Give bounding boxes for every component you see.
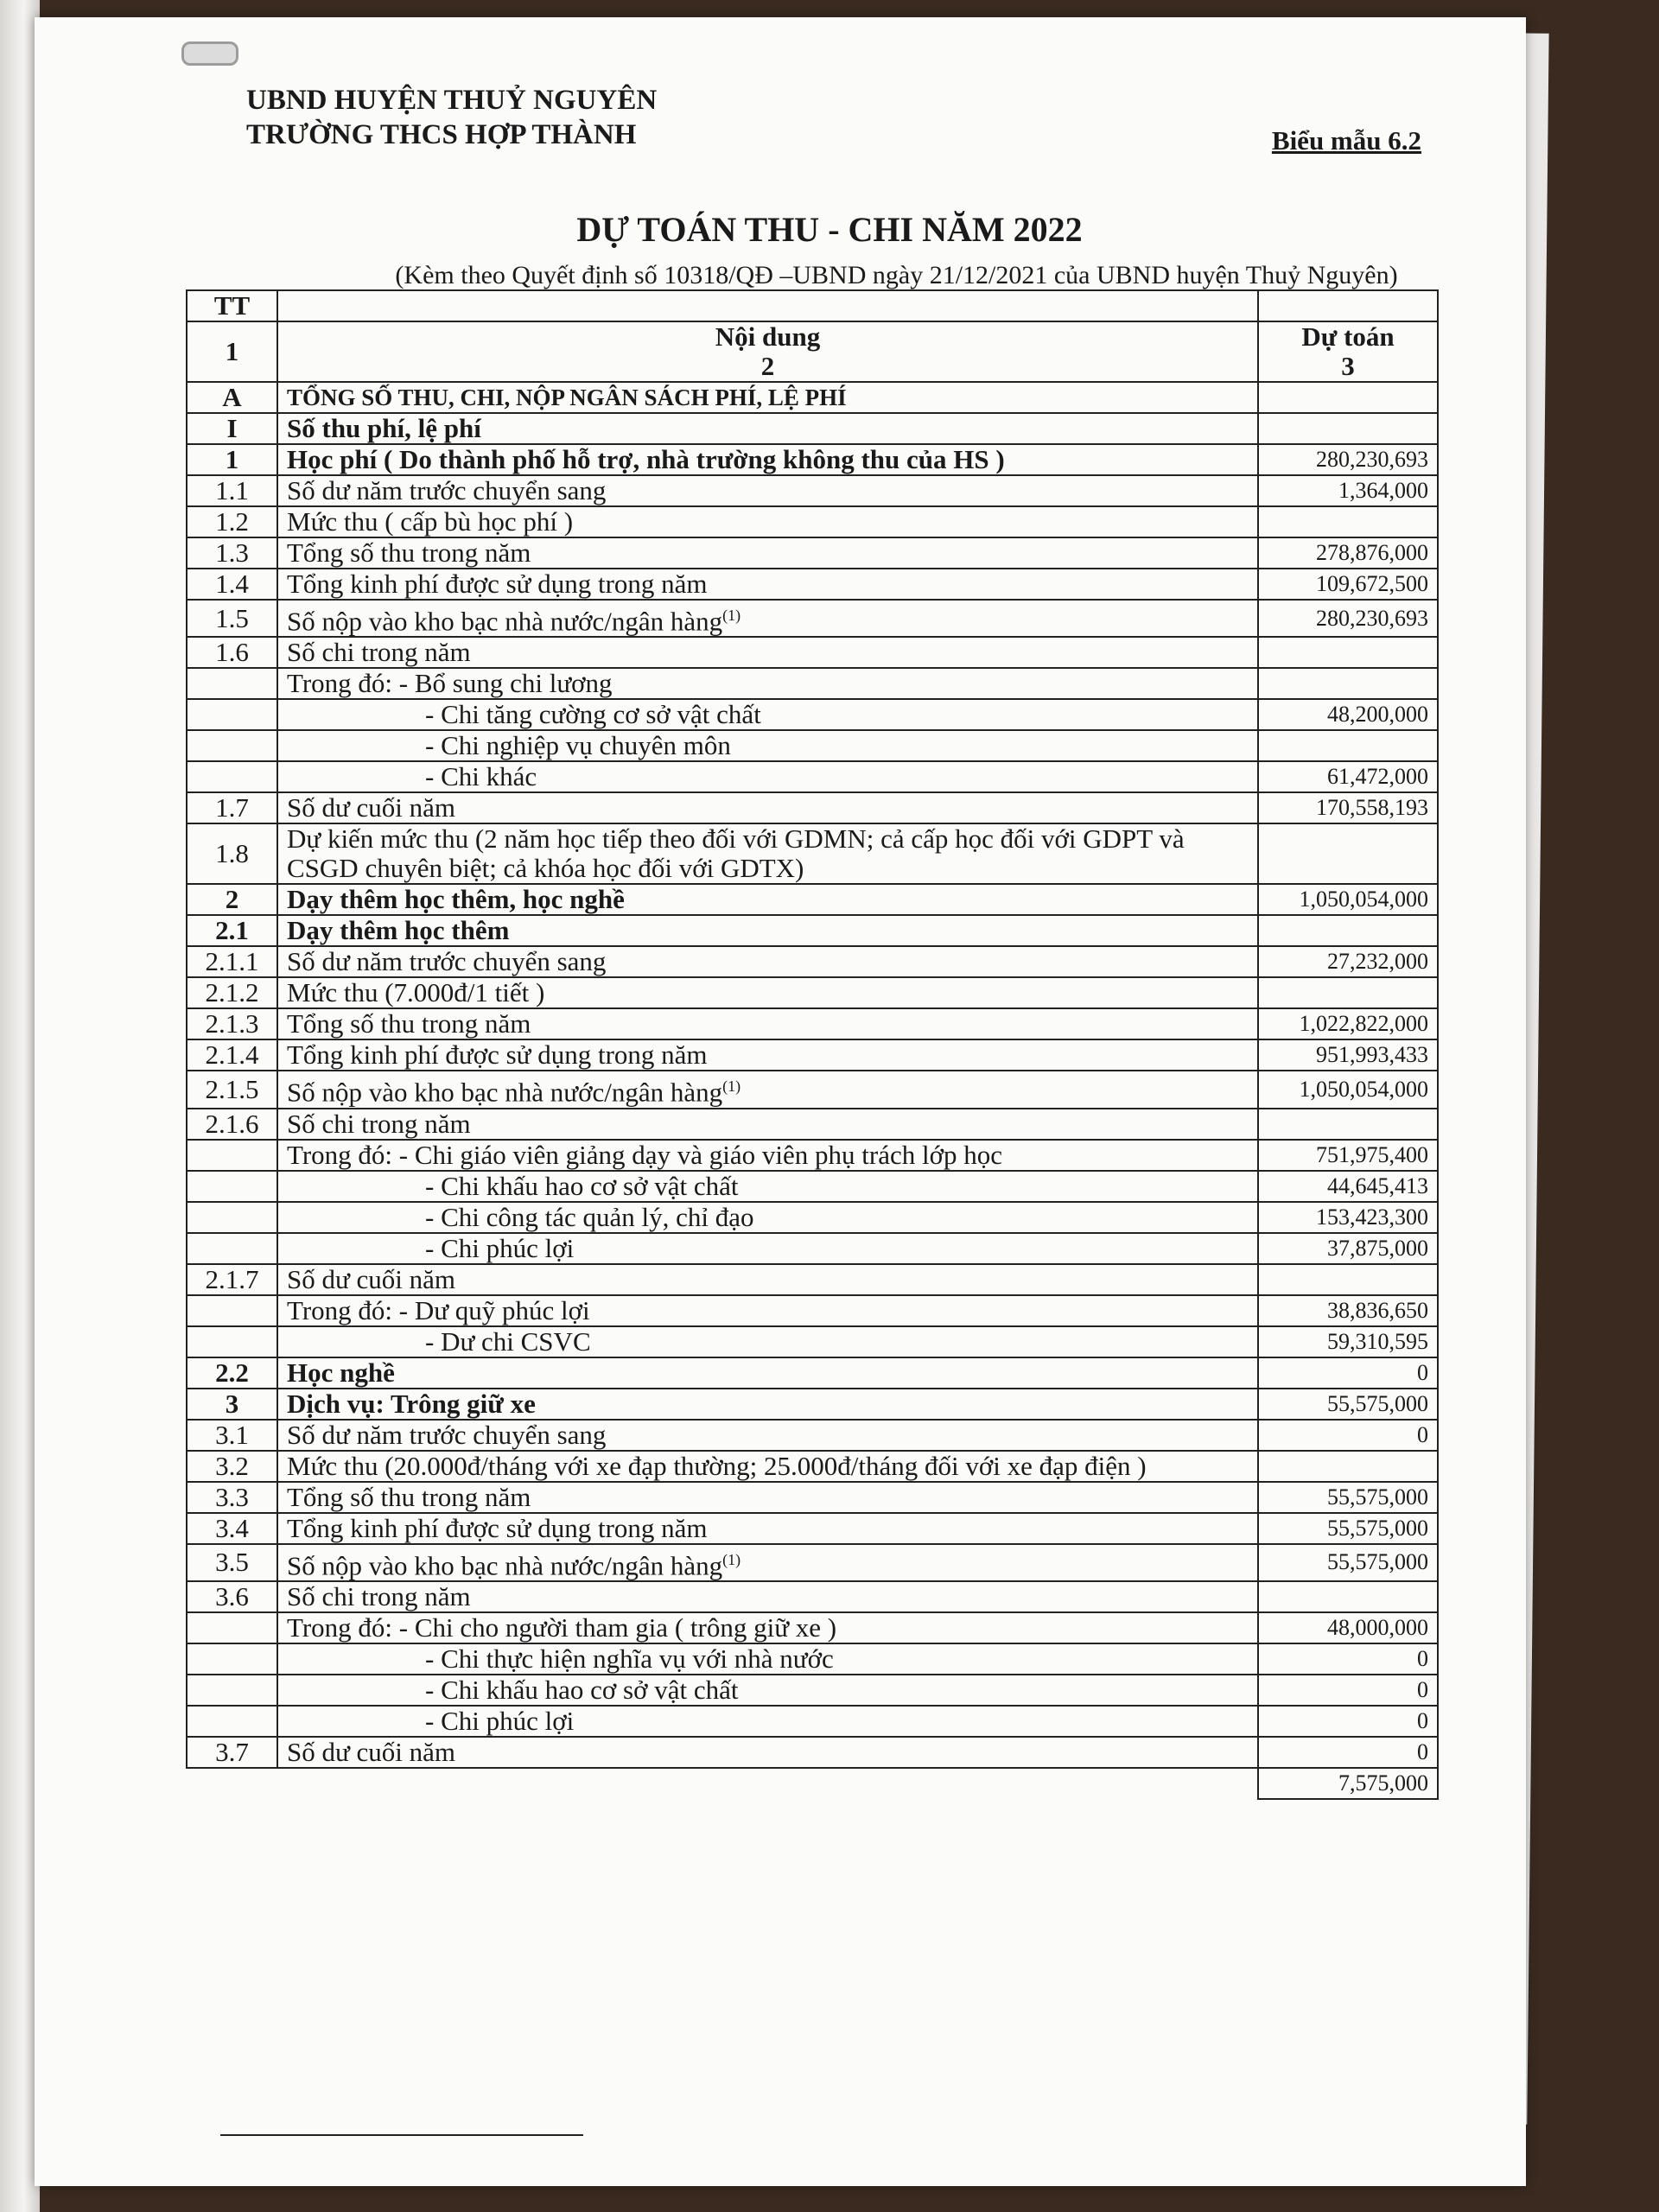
header-tt-number: 1: [187, 321, 277, 382]
row-content-text: Dịch vụ: Trông giữ xe: [287, 1388, 536, 1419]
row-estimate: [1258, 1451, 1438, 1482]
row-estimate: 55,575,000: [1258, 1513, 1438, 1544]
row-content-text: Số nộp vào kho bạc nhà nước/ngân hàng: [287, 1077, 723, 1108]
row-number: 2.1.1: [187, 946, 277, 977]
row-estimate: 61,472,000: [1258, 761, 1438, 792]
row-estimate: 55,575,000: [1258, 1544, 1438, 1581]
row-estimate: 48,200,000: [1258, 699, 1438, 730]
table-row: [187, 1581, 1438, 1612]
row-estimate: 44,645,413: [1258, 1171, 1438, 1202]
empty-cell: [187, 1768, 277, 1799]
row-content: [277, 668, 1258, 699]
row-number: 1.1: [187, 475, 277, 506]
table-row: [187, 1233, 1438, 1264]
row-content-text: - Chi phúc lợi: [425, 1232, 575, 1263]
row-content-text: - Chi phúc lợi: [425, 1705, 575, 1736]
row-estimate: [1258, 977, 1438, 1008]
row-estimate: 1,364,000: [1258, 475, 1438, 506]
row-content-text: Trong đó: - Dư quỹ phúc lợi: [287, 1294, 590, 1325]
budget-table: [186, 289, 1439, 1800]
table-row: [187, 475, 1438, 506]
footnote-marker: (1): [722, 1077, 741, 1096]
row-content: [277, 537, 1258, 569]
row-number: 2.1.7: [187, 1264, 277, 1295]
row-estimate: 0: [1258, 1675, 1438, 1706]
row-estimate: 1,050,054,000: [1258, 884, 1438, 915]
row-content: [277, 1202, 1258, 1233]
row-estimate: 27,232,000: [1258, 946, 1438, 977]
row-number: [187, 1326, 277, 1357]
row-content-text: - Chi tăng cường cơ sở vật chất: [425, 699, 761, 730]
table-row: [187, 1612, 1438, 1643]
row-estimate: 751,975,400: [1258, 1140, 1438, 1171]
row-number: 3: [187, 1389, 277, 1420]
footnote-divider: [220, 2134, 583, 2136]
row-number: 1.5: [187, 600, 277, 637]
row-number: 1: [187, 444, 277, 475]
row-number: [187, 1140, 277, 1171]
row-number: 3.3: [187, 1482, 277, 1513]
row-content: [277, 761, 1258, 792]
table-row: [187, 761, 1438, 792]
row-content: [277, 475, 1258, 506]
row-number: [187, 1171, 277, 1202]
footnote-marker: (1): [722, 607, 741, 624]
row-content-text: - Chi khấu hao cơ sở vật chất: [425, 1170, 739, 1201]
row-content-text: Số thu phí, lệ phí: [287, 413, 481, 443]
table-row: [187, 1643, 1438, 1675]
table-row: [187, 1202, 1438, 1233]
row-number: [187, 1233, 277, 1264]
row-content: [277, 1706, 1258, 1737]
row-number: [187, 1706, 277, 1737]
row-estimate: 38,836,650: [1258, 1295, 1438, 1326]
empty-cell: [277, 1768, 1258, 1799]
row-content-text: - Chi khấu hao cơ sở vật chất: [425, 1674, 739, 1705]
row-estimate: 0: [1258, 1357, 1438, 1389]
trailing-value: 7,575,000: [1258, 1768, 1438, 1799]
row-estimate: [1258, 1264, 1438, 1295]
header-estimate-blank: [1258, 290, 1438, 321]
row-content-text: Số chi trong năm: [287, 1580, 471, 1611]
row-content: [277, 637, 1258, 668]
row-content: [277, 1482, 1258, 1513]
header-content-blank: [277, 290, 1258, 321]
table-row: [187, 1326, 1438, 1357]
row-estimate: [1258, 506, 1438, 537]
row-estimate: 59,310,595: [1258, 1326, 1438, 1357]
row-content: [277, 1008, 1258, 1039]
table-row: [187, 1357, 1438, 1389]
row-number: [187, 1612, 277, 1643]
row-estimate: [1258, 668, 1438, 699]
table-row: [187, 946, 1438, 977]
table-row: [187, 444, 1438, 475]
table-row: [187, 1039, 1438, 1071]
table-row: [187, 915, 1438, 946]
page-title: DỰ TOÁN THU - CHI NĂM 2022: [576, 210, 1083, 249]
table-row: [187, 637, 1438, 668]
table-row: [187, 506, 1438, 537]
header-content-number: 2: [760, 351, 775, 381]
row-content: [277, 1233, 1258, 1264]
row-content-text: Số dư cuối năm: [287, 792, 456, 823]
table-row: [187, 1295, 1438, 1326]
row-content-text: Số dư năm trước chuyển sang: [287, 475, 607, 505]
table-row: [187, 699, 1438, 730]
table-row: [187, 1544, 1438, 1581]
table-row: [187, 1008, 1438, 1039]
row-content-text: Học phí ( Do thành phố hỗ trợ, nhà trường không thu của HS ): [287, 444, 1005, 474]
paper-clip-icon: [181, 41, 238, 66]
row-number: [187, 699, 277, 730]
form-label: Biểu mẫu 6.2: [1271, 125, 1421, 156]
table-row: [187, 884, 1438, 915]
row-content-text: Số chi trong năm: [287, 637, 471, 668]
row-estimate: 55,575,000: [1258, 1482, 1438, 1513]
row-estimate: [1258, 1109, 1438, 1140]
table-row: [187, 792, 1438, 823]
row-estimate: 170,558,193: [1258, 792, 1438, 823]
row-content-text: Tổng kinh phí được sử dụng trong năm: [287, 1512, 708, 1543]
row-number: 2: [187, 884, 277, 915]
row-number: [187, 1643, 277, 1675]
row-content-text: - Chi khác: [425, 761, 537, 792]
row-estimate: 0: [1258, 1706, 1438, 1737]
row-content: [277, 1264, 1258, 1295]
row-number: 3.5: [187, 1544, 277, 1581]
row-number: I: [187, 413, 277, 444]
row-content: [277, 1513, 1258, 1544]
table-row: [187, 1675, 1438, 1706]
row-content-text: Tổng kinh phí được sử dụng trong năm: [287, 569, 708, 599]
row-content-text: TỔNG SỐ THU, CHI, NỘP NGÂN SÁCH PHÍ, LỆ PHÍ: [287, 385, 847, 410]
footnote-marker: (1): [722, 1550, 741, 1568]
row-number: [187, 1295, 277, 1326]
row-content-text: Dự kiến mức thu (2 năm học tiếp theo đối với GDMN; cả cấp học đối với GDPT và CSGD chuyên biệt; cả khóa học đối với GDTX): [287, 823, 1185, 884]
table-row: [187, 1482, 1438, 1513]
row-number: 1.3: [187, 537, 277, 569]
row-number: 3.7: [187, 1737, 277, 1768]
row-content: [277, 915, 1258, 946]
table-row: [187, 1768, 1438, 1799]
row-content: [277, 884, 1258, 915]
table-row: [187, 730, 1438, 761]
table-row: [187, 977, 1438, 1008]
table-row: [187, 382, 1438, 413]
row-estimate: 278,876,000: [1258, 537, 1438, 569]
row-estimate: 48,000,000: [1258, 1612, 1438, 1643]
row-estimate: [1258, 382, 1438, 413]
row-content-text: Dạy thêm học thêm: [287, 915, 510, 946]
table-row: [187, 1706, 1438, 1737]
row-content-text: Dạy thêm học thêm, học nghề: [287, 884, 625, 915]
table-row: [187, 600, 1438, 637]
row-number: [187, 1202, 277, 1233]
row-content: [277, 946, 1258, 977]
row-content: [277, 1643, 1258, 1675]
row-estimate: 1,022,822,000: [1258, 1008, 1438, 1039]
row-content: [277, 569, 1258, 600]
row-estimate: 37,875,000: [1258, 1233, 1438, 1264]
row-content: [277, 506, 1258, 537]
table-row: [187, 1451, 1438, 1482]
row-number: 1.2: [187, 506, 277, 537]
row-content: [277, 1612, 1258, 1643]
row-content-text: Tổng số thu trong năm: [287, 537, 531, 568]
row-content: [277, 444, 1258, 475]
row-number: [187, 1675, 277, 1706]
org-line-2: TRƯỜNG THCS HỢP THÀNH: [246, 119, 637, 150]
row-content-text: Mức thu (7.000đ/1 tiết ): [287, 977, 545, 1008]
row-estimate: 55,575,000: [1258, 1389, 1438, 1420]
row-content-text: Số nộp vào kho bạc nhà nước/ngân hàng: [287, 606, 723, 637]
row-content: [277, 1171, 1258, 1202]
row-content-text: Số dư năm trước chuyển sang: [287, 946, 607, 977]
row-number: [187, 668, 277, 699]
row-content: [277, 792, 1258, 823]
row-content-text: Trong đó: - Bổ sung chi lương: [287, 668, 613, 699]
table-row: [187, 1389, 1438, 1420]
row-estimate: 109,672,500: [1258, 569, 1438, 600]
table-row: [187, 1140, 1438, 1171]
row-content-text: - Chi thực hiện nghĩa vụ với nhà nước: [425, 1643, 834, 1674]
row-content-text: Trong đó: - Chi cho người tham gia ( trông giữ xe ): [287, 1611, 837, 1643]
row-number: 3.2: [187, 1451, 277, 1482]
row-content: [277, 1451, 1258, 1482]
row-number: 1.6: [187, 637, 277, 668]
row-number: 3.1: [187, 1420, 277, 1451]
row-content-text: - Chi công tác quản lý, chỉ đạo: [425, 1201, 754, 1232]
row-content: [277, 730, 1258, 761]
row-content: [277, 1737, 1258, 1768]
row-number: 2.1: [187, 915, 277, 946]
row-content-text: - Chi nghiệp vụ chuyên môn: [425, 730, 731, 761]
header-content-label: Nội dung: [715, 321, 821, 352]
row-content-text: Tổng kinh phí được sử dụng trong năm: [287, 1039, 708, 1071]
row-number: 2.1.4: [187, 1039, 277, 1071]
row-content-text: Mức thu (20.000đ/tháng với xe đạp thường; 25.000đ/tháng đối với xe đạp điện ): [287, 1450, 1147, 1481]
table-row: [187, 1171, 1438, 1202]
org-line-1: UBND HUYỆN THUỶ NGUYÊN: [246, 85, 658, 116]
row-number: 3.6: [187, 1581, 277, 1612]
row-estimate: 0: [1258, 1737, 1438, 1768]
table-body: [187, 382, 1438, 1799]
header-content: [277, 321, 1258, 382]
row-estimate: [1258, 637, 1438, 668]
row-content-text: Số dư năm trước chuyển sang: [287, 1419, 607, 1450]
row-number: 1.7: [187, 792, 277, 823]
row-content: [277, 1675, 1258, 1706]
row-estimate: 280,230,693: [1258, 444, 1438, 475]
table-row: [187, 1109, 1438, 1140]
row-content: [277, 1581, 1258, 1612]
row-estimate: 280,230,693: [1258, 600, 1438, 637]
row-content-text: - Dư chi CSVC: [425, 1325, 591, 1357]
row-number: 2.1.5: [187, 1071, 277, 1108]
header-estimate: [1258, 321, 1438, 382]
row-content-text: Số chi trong năm: [287, 1108, 471, 1139]
row-number: [187, 761, 277, 792]
row-estimate: 951,993,433: [1258, 1039, 1438, 1071]
row-content-text: Số dư cuối năm: [287, 1263, 456, 1294]
row-content-text: Số nộp vào kho bạc nhà nước/ngân hàng: [287, 1549, 723, 1580]
page-subtitle: (Kèm theo Quyết định số 10318/QĐ –UBND ngày 21/12/2021 của UBND huyện Thuỷ Nguyên): [395, 261, 1398, 289]
row-content-text: Mức thu ( cấp bù học phí ): [287, 506, 574, 537]
row-content-text: Tổng số thu trong năm: [287, 1008, 531, 1039]
row-content: [277, 1544, 1258, 1581]
row-content: [277, 382, 1258, 413]
row-content: [277, 1326, 1258, 1357]
header-estimate-label: Dự toán: [1301, 321, 1395, 352]
header-estimate-number: 3: [1341, 351, 1355, 381]
row-number: 2.1.6: [187, 1109, 277, 1140]
table-row: [187, 537, 1438, 569]
row-estimate: 153,423,300: [1258, 1202, 1438, 1233]
row-estimate: [1258, 823, 1438, 884]
table-row: [187, 413, 1438, 444]
table-row: [187, 1264, 1438, 1295]
row-content: [277, 1071, 1258, 1108]
row-estimate: 0: [1258, 1420, 1438, 1451]
row-content-text: Trong đó: - Chi giáo viên giảng dạy và giáo viên phụ trách lớp học: [287, 1139, 1002, 1170]
row-number: 1.8: [187, 823, 277, 884]
row-content: [277, 977, 1258, 1008]
row-number: 1.4: [187, 569, 277, 600]
row-content: [277, 1039, 1258, 1071]
row-number: [187, 730, 277, 761]
row-content: [277, 1140, 1258, 1171]
row-content: [277, 823, 1258, 884]
row-number: 2.2: [187, 1357, 277, 1389]
row-content: [277, 1389, 1258, 1420]
row-content: [277, 1357, 1258, 1389]
row-content-text: Số dư cuối năm: [287, 1736, 456, 1767]
row-content: [277, 1109, 1258, 1140]
row-estimate: [1258, 413, 1438, 444]
table-row: [187, 1420, 1438, 1451]
row-estimate: 1,050,054,000: [1258, 1071, 1438, 1108]
row-content-text: Học nghề: [287, 1357, 395, 1388]
row-estimate: 0: [1258, 1643, 1438, 1675]
row-content: [277, 413, 1258, 444]
header-tt: TT: [187, 290, 277, 321]
row-number: 2.1.3: [187, 1008, 277, 1039]
table-row: [187, 569, 1438, 600]
row-content: [277, 699, 1258, 730]
row-content: [277, 600, 1258, 637]
organization-header: [246, 83, 657, 152]
table-row: [187, 668, 1438, 699]
row-content-text: Tổng số thu trong năm: [287, 1481, 531, 1512]
row-estimate: [1258, 915, 1438, 946]
table-row: [187, 1737, 1438, 1768]
table-row: [187, 1513, 1438, 1544]
row-number: 2.1.2: [187, 977, 277, 1008]
row-estimate: [1258, 730, 1438, 761]
table-row: [187, 823, 1438, 884]
row-number: A: [187, 382, 277, 413]
row-number: 3.4: [187, 1513, 277, 1544]
row-content: [277, 1420, 1258, 1451]
row-estimate: [1258, 1581, 1438, 1612]
row-content: [277, 1295, 1258, 1326]
table-row: [187, 1071, 1438, 1108]
